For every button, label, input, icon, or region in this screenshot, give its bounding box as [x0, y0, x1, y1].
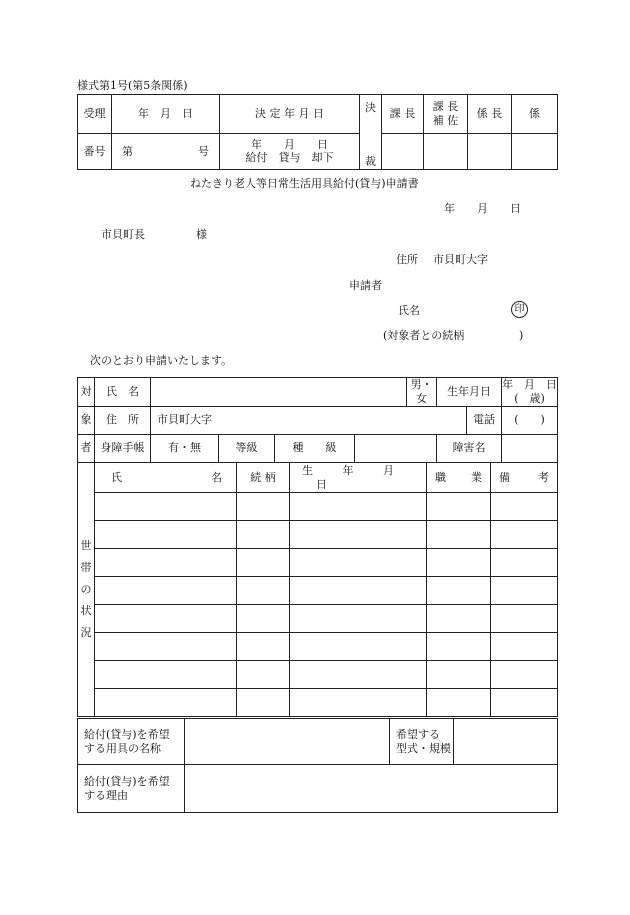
addressee: 市貝町長 [101, 228, 145, 241]
subject-phone-field[interactable]: ( ) [502, 406, 558, 434]
cell[interactable] [427, 633, 491, 661]
cell[interactable] [95, 577, 237, 605]
col-name [95, 463, 237, 493]
relation-close: ) [519, 329, 524, 342]
kakari-stamp[interactable] [512, 134, 558, 169]
seal-icon: 印 [511, 301, 528, 318]
item-name-label [78, 719, 185, 765]
subject-birth-label: 生年月日 [437, 378, 502, 407]
sama-label: 様 [196, 228, 207, 241]
cell[interactable] [290, 493, 427, 521]
household-side-5: 況 [80, 626, 92, 640]
household-side-1: 世 [80, 539, 92, 553]
seal-mark [511, 301, 528, 318]
model-label-1: 希望する [396, 727, 440, 741]
cell[interactable] [237, 633, 290, 661]
reason-label-2: する理由 [84, 788, 128, 802]
kacho-hosa-stamp[interactable] [424, 134, 468, 169]
receipt-date[interactable]: 年 月 日 [112, 95, 220, 134]
decision-options[interactable]: 給付 貸与 却下 [245, 151, 334, 165]
relation-label: (対象者との続柄 [383, 329, 465, 342]
approval-table [77, 94, 558, 170]
col-job-2: 業 [471, 470, 482, 484]
household-side [78, 463, 95, 717]
cell[interactable] [427, 661, 491, 689]
cell[interactable] [290, 521, 427, 549]
dai-label: 第 [122, 144, 133, 158]
cell[interactable] [491, 577, 558, 605]
kakari-cho-stamp[interactable] [468, 134, 512, 169]
reason-label-1: 給付(貸与)を希望 [84, 774, 170, 788]
cell[interactable] [237, 521, 290, 549]
item-name-field[interactable] [185, 719, 390, 765]
cell[interactable] [290, 605, 427, 633]
cell[interactable] [427, 577, 491, 605]
kacho-hosa-line1: 課 長 [432, 100, 459, 114]
model-label [390, 719, 454, 765]
sai-label: 裁 [365, 154, 376, 168]
table-row [78, 633, 558, 661]
item-name-label-2: する用具の名称 [84, 741, 161, 755]
subject-address-label: 住 所 [95, 406, 151, 434]
table-row [78, 689, 558, 717]
model-field[interactable] [454, 719, 558, 765]
cell[interactable] [95, 493, 237, 521]
ketsu-sai-cell [360, 95, 382, 170]
cell[interactable] [491, 521, 558, 549]
household-side-4: 状 [80, 604, 92, 618]
cell[interactable] [427, 549, 491, 577]
cell[interactable] [95, 549, 237, 577]
kakari-cho-label: 係 長 [468, 95, 512, 134]
subject-side-3: 者 [78, 434, 95, 462]
table-row [78, 493, 558, 521]
subject-table [77, 377, 558, 463]
col-name-1: 氏 [111, 470, 122, 484]
cell[interactable] [290, 577, 427, 605]
cell[interactable] [491, 549, 558, 577]
cell[interactable] [427, 605, 491, 633]
kacho-hosa-label [424, 95, 468, 134]
subject-name-label: 氏 名 [95, 378, 151, 407]
address-label: 住所 [396, 253, 418, 266]
cell[interactable] [290, 689, 427, 717]
household-table [77, 462, 558, 717]
reason-field[interactable] [185, 765, 558, 813]
uketori-label: 受理 [78, 95, 112, 134]
cell[interactable] [237, 577, 290, 605]
table-row [78, 577, 558, 605]
kacho-label: 課 長 [382, 95, 424, 134]
intro-text: 次のとおり申請いたします。 [90, 354, 233, 367]
cell[interactable] [427, 689, 491, 717]
disability-book-has[interactable]: 有・無 [151, 434, 219, 462]
cell[interactable] [491, 633, 558, 661]
col-job-1: 職 [435, 470, 446, 484]
subject-name-field[interactable] [151, 378, 407, 407]
grade-label: 等級 [219, 434, 275, 462]
decision-ymd: 年 月 日 [251, 137, 328, 151]
col-name-2: 名 [211, 470, 222, 484]
subject-sex[interactable]: 男・女 [407, 378, 437, 407]
table-row [78, 605, 558, 633]
table-row [78, 549, 558, 577]
col-note [491, 463, 558, 493]
col-birth-4: 日 [316, 477, 327, 491]
type-grade-extra[interactable] [355, 434, 437, 462]
applicant-label: 申請者 [349, 279, 382, 292]
cell[interactable] [237, 689, 290, 717]
bango-label: 番号 [78, 134, 112, 169]
disability-name-label: 障害名 [437, 434, 502, 462]
form-title: ねたきり老人等日常生活用具給付(貸与)申請書 [190, 177, 419, 190]
cell[interactable] [491, 661, 558, 689]
item-name-label-1: 給付(貸与)を希望 [84, 727, 170, 741]
col-birth-1: 生 [302, 463, 313, 477]
decision-date-label: 決 定 年 月 日 [220, 95, 360, 134]
cell[interactable] [290, 661, 427, 689]
kacho-hosa-line2: 補 佐 [432, 114, 459, 128]
type-grade-field[interactable]: 種 級 [275, 434, 355, 462]
form-label: 様式第1号(第5条関係) [77, 79, 188, 92]
disability-book-label: 身障手帳 [95, 434, 151, 462]
cell[interactable] [237, 549, 290, 577]
table-row [78, 521, 558, 549]
name-label: 氏名 [398, 304, 420, 317]
cell[interactable] [491, 493, 558, 521]
model-label-2: 型式・規模 [396, 741, 451, 755]
household-side-2: 帯 [80, 560, 92, 574]
col-birth-3: 月 [383, 463, 394, 477]
cell[interactable] [237, 493, 290, 521]
cell[interactable] [95, 689, 237, 717]
cell[interactable] [491, 689, 558, 717]
go-label: 号 [198, 144, 209, 158]
cell[interactable] [290, 633, 427, 661]
cell[interactable] [427, 521, 491, 549]
household-side-3: の [80, 582, 92, 596]
subject-side-2: 象 [78, 406, 95, 434]
reason-label [78, 765, 185, 813]
kacho-stamp[interactable] [382, 134, 424, 169]
disability-name-field[interactable] [502, 434, 558, 462]
address-value[interactable]: 市貝町大字 [433, 253, 488, 266]
cell[interactable] [427, 493, 491, 521]
col-relation: 続 柄 [237, 463, 290, 493]
cell[interactable] [237, 605, 290, 633]
cell[interactable] [95, 521, 237, 549]
receipt-number[interactable] [112, 134, 220, 169]
col-job [427, 463, 491, 493]
ketsu-label: 決 [365, 101, 376, 114]
request-table [77, 718, 558, 813]
table-row [78, 661, 558, 689]
col-birth [290, 463, 427, 493]
cell[interactable] [237, 661, 290, 689]
application-date[interactable]: 年 月 日 [444, 202, 521, 215]
cell[interactable] [491, 605, 558, 633]
kakari-label: 係 [512, 95, 558, 134]
subject-phone-label: 電話 [467, 406, 502, 434]
cell[interactable] [95, 633, 237, 661]
cell[interactable] [290, 549, 427, 577]
subject-side-1: 対 [78, 378, 95, 407]
decision-cell [220, 134, 360, 169]
col-birth-2: 年 [342, 463, 354, 477]
cell[interactable] [95, 661, 237, 689]
subject-birth-value[interactable]: 年 月 日( 歳) [502, 378, 558, 405]
cell[interactable] [95, 605, 237, 633]
subject-address-value[interactable]: 市貝町大字 [151, 406, 467, 434]
col-note-2: 考 [538, 470, 549, 484]
col-note-1: 備 [499, 470, 510, 484]
